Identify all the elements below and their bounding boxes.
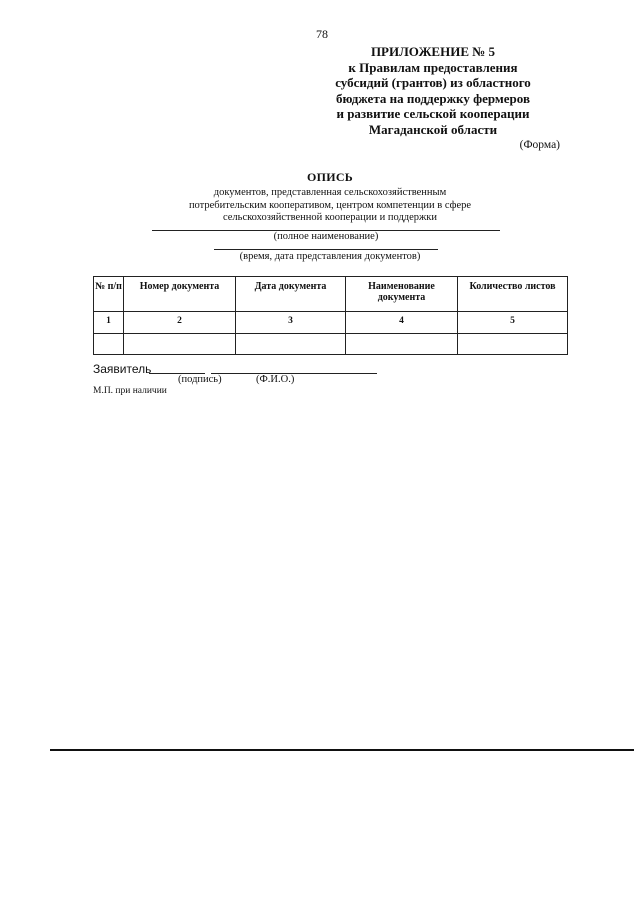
bottom-divider (50, 749, 634, 751)
seal-note: М.П. при наличии (93, 386, 167, 396)
description-line: документов, представленная сельскохозяйственным (213, 187, 447, 198)
header-document-number: Номер документа (124, 277, 236, 312)
appendix-line: и развитие сельской кооперации (336, 106, 530, 121)
column-number-cell: 5 (458, 312, 568, 334)
appendix-header (308, 44, 558, 137)
date-time-line (214, 249, 438, 250)
table-row (94, 312, 568, 334)
appendix-line: ПРИЛОЖЕНИЕ № 5 (370, 44, 496, 59)
description-line: потребительским кооперативом, центром компетенции в сфере (188, 199, 472, 211)
form-note: (Форма) (519, 139, 560, 151)
document-heading (150, 170, 510, 225)
header-number: № п/п (94, 277, 124, 312)
column-number-cell: 2 (124, 312, 236, 334)
column-number-cell: 3 (236, 312, 346, 334)
header-document-date: Дата документа (236, 277, 346, 312)
table-header-row (94, 277, 568, 312)
table-row (94, 334, 568, 355)
date-time-caption: (время, дата представления документов) (239, 251, 421, 262)
appendix-line: субсидий (грантов) из областного (335, 75, 531, 90)
appendix-line: к Правилам предоставления (348, 59, 518, 75)
document-description (150, 187, 510, 225)
empty-cell (346, 334, 458, 355)
appendix-line: Магаданской области (368, 121, 498, 137)
name-caption: (Ф.И.О.) (256, 374, 295, 385)
empty-cell (458, 334, 568, 355)
full-name-caption: (полное наименование) (273, 231, 379, 242)
documents-table (93, 276, 568, 355)
column-number-cell: 4 (346, 312, 458, 334)
description-line: сельскохозяйственной кооперации и поддержки (222, 212, 438, 223)
header-document-name: Наименование документа (346, 277, 458, 312)
empty-cell (94, 334, 124, 355)
document-title: ОПИСЬ (306, 170, 354, 184)
empty-cell (236, 334, 346, 355)
applicant-label: Заявитель (93, 362, 152, 376)
appendix-line: бюджета на поддержку фермеров (336, 90, 530, 106)
page-number: 78 (316, 27, 328, 41)
column-number-cell: 1 (94, 312, 124, 334)
signature-caption: (подпись) (178, 374, 222, 385)
header-sheet-count: Количество листов (458, 277, 568, 312)
empty-cell (124, 334, 236, 355)
